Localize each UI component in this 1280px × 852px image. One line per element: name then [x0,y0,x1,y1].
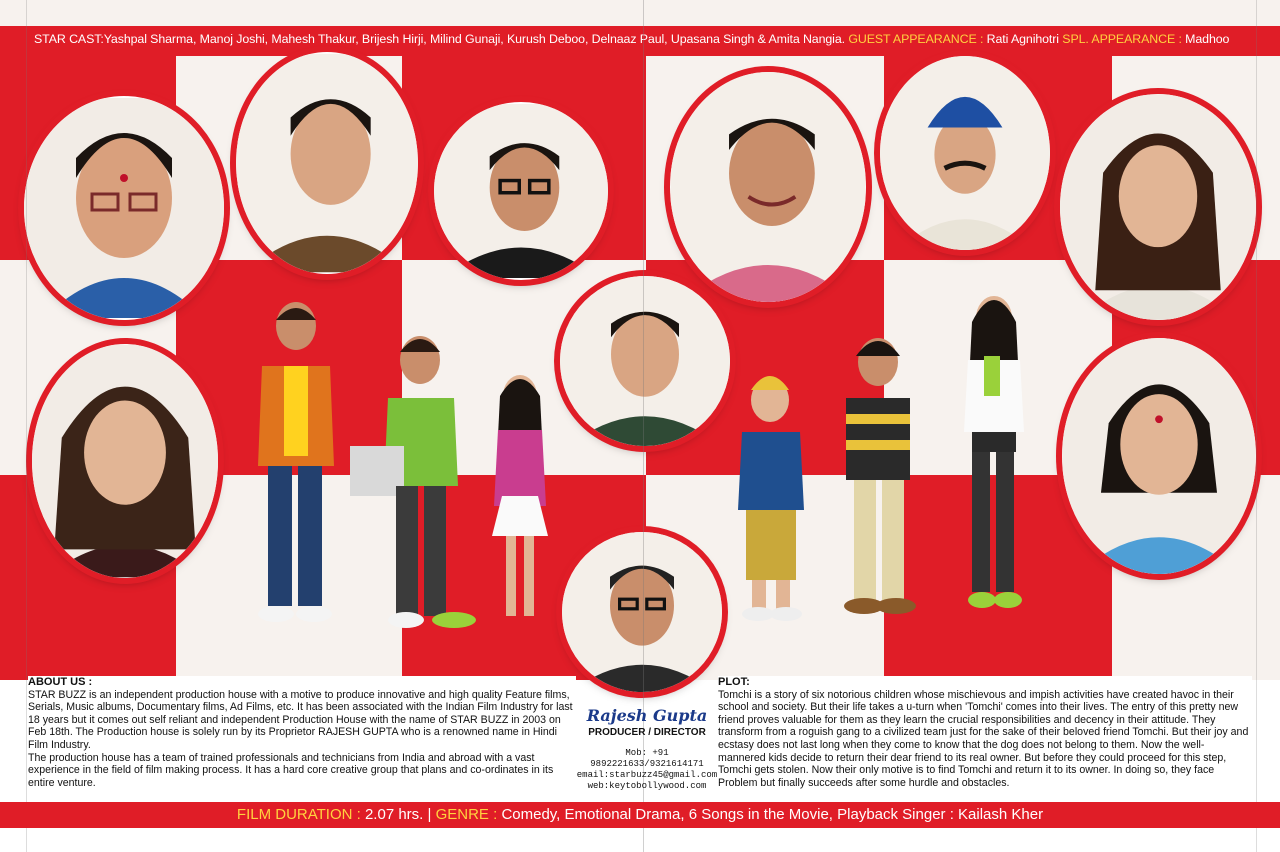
about-heading: ABOUT US : [28,676,93,688]
portrait-man-glasses-icon [434,102,608,280]
cartoon-kid-green-shirt-icon [348,326,488,636]
cartoon-girl-pink-jacket-icon [476,366,564,628]
producer-email[interactable]: email:starbuzz45@gmail.com [576,770,718,780]
duration-value: 2.07 hrs. | [364,806,436,823]
portrait-man-helmet-icon [880,56,1050,250]
page-edge-line [1256,0,1257,852]
cast-text [34,32,1229,46]
cartoon-girl-scarf-icon [938,282,1048,632]
duration-label: FILM DURATION : [236,806,365,823]
about-paragraph: The production house has a team of trained professionals and technicians from India and abroad with a vast experience in the field of film making process. It has a hard core creative group that plans and co-ordinates in its entire venture. [28,751,554,789]
producer-block [576,706,718,792]
portrait-man-phone-icon [670,72,866,302]
actor-portrait [560,276,730,446]
cartoon-kid-striped-sweater-icon [820,326,936,626]
plot-heading: PLOT: [718,676,750,688]
actor-portrait [670,72,866,302]
portrait-woman-curly-icon [32,344,218,578]
actor-portrait [1062,338,1256,574]
about-paragraph: STAR BUZZ is an independent production house with a motive to produce innovative and high quality Feature films, Serials, Music albums, Documentary films, Ad Films, etc. It has been associated with the Indian Film Industry for last 18 years but it comes out self reliant and independent Production House with the name of STAR BUZZ in 2003 on Feb 18th. The Production house is solely run by its Proprietor RAJESH GUPTA who is a renowned name in Hindi Film Industry. [28,688,573,751]
actor-portrait [32,344,218,578]
cast-names: Yashpal Sharma, Manoj Joshi, Mahesh Thakur, Brijesh Hirji, Milind Gunaji, Kurush Deboo, Delnaaz Paul, Upasana Singh & Amita Nangia. [103,32,849,46]
about-us-section [28,676,576,802]
portrait-woman-glasses-icon [24,96,224,320]
genre-label: GENRE : [435,806,502,823]
producer-signature: Rajesh Gupta [586,706,708,725]
portrait-woman-sari-icon [1062,338,1256,574]
producer-role: PRODUCER / DIRECTOR [588,727,706,738]
plot-paragraph: Tomchi is a story of six notorious children whose mischievous and impish activities have created havoc in their school and society. But their life takes a u-turn when 'Tomchi' comes into their lives. The entry of this pretty new friend proves valuable for them as they learn the crucial responsibilities and decency in their attitude. They transform from a roguish gang to a civilized team just for the sake of their beloved friend Tomchi. But their joy and ecstasy does not last long when they come to know that the dog does not belong to them. Now the well-mannered kids decide to return their dear friend to its real owner. But before they could proceed for this step, Tomchi gets stolen. Now their only motive is to find Tomchi and return it to its owner. In doing so, they face Problem but finally succeeds after some hurdle and obstacles. [718,688,1249,789]
page-edge-line [26,0,27,852]
spl-name: Madhoo [1185,32,1230,46]
actor-portrait [434,102,608,280]
genre-value: Comedy, Emotional Drama, 6 Songs in the Movie, Playback Singer : Kailash Kher [501,806,1044,823]
cast-label: STAR CAST: [34,32,104,46]
portrait-director-icon [562,532,722,692]
footer-text [0,806,1280,823]
spl-label: SPL. APPEARANCE : [1062,32,1186,46]
cartoon-kid-orange-jacket-icon [240,296,350,636]
director-portrait [562,532,722,692]
producer-contact [576,748,718,792]
actor-portrait [236,52,418,274]
cartoon-kid-turban-icon [718,360,826,630]
guest-label: GUEST APPEARANCE : [848,32,987,46]
producer-mobile: Mob: +91 9892221633/9321614171 [590,748,704,769]
actor-portrait [880,56,1050,250]
portrait-woman-icon [1060,94,1256,320]
producer-web[interactable]: web:keytobollywood.com [587,781,707,791]
actor-portrait [24,96,224,320]
portrait-man-center-icon [560,276,730,446]
actor-portrait [1060,94,1256,320]
guest-name: Rati Agnihotri [986,32,1063,46]
portrait-man-icon [236,52,418,274]
plot-section [718,676,1252,802]
